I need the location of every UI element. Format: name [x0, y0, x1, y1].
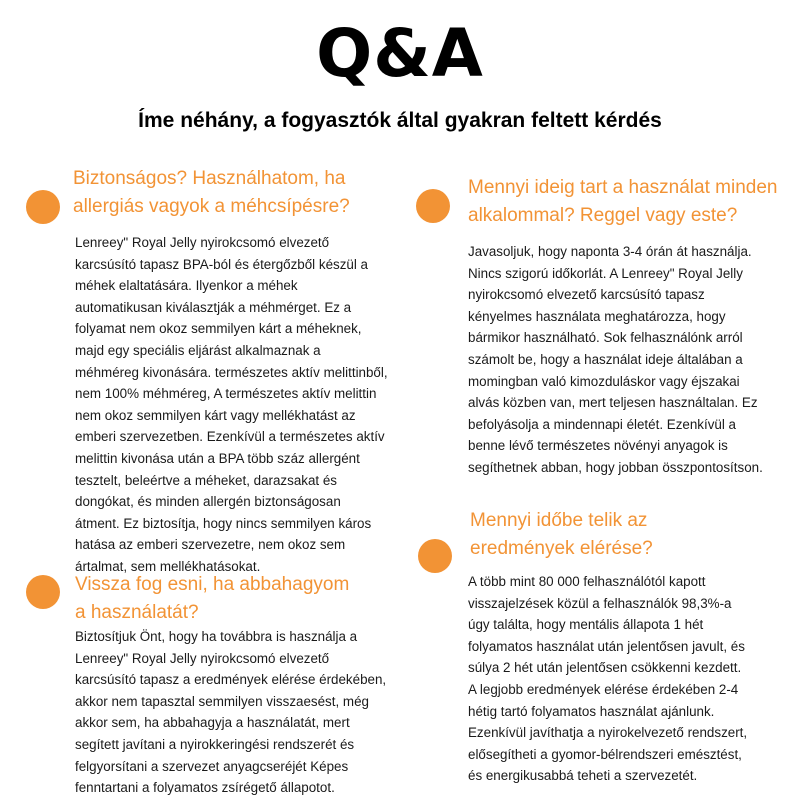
- answer-line: majd egy speciális eljárást alkalmaznak a: [75, 342, 321, 358]
- question-line: Vissza fog esni, ha abbahagyom: [75, 574, 350, 595]
- answer-line: karcsúsító tapasz a eredmények elérése érdekében,: [75, 672, 387, 688]
- bullet-dot-icon: [26, 575, 60, 609]
- question-line: Mennyi időbe telik az: [470, 510, 648, 531]
- answer-line: Ezenkívül javíthatja a nyirokelvezető rendszert,: [468, 725, 748, 741]
- answer-line: hétig tartó folyamatos használat ajánlunk.: [468, 703, 715, 719]
- page-title: Q&A: [316, 15, 484, 92]
- answer-line: segített javítani a nyirokkeringési rendszerét és: [75, 736, 355, 752]
- answer-line: ártalmat, sem mellékhatásokat.: [75, 558, 261, 574]
- answer-line: benne lévő természetes növényi anyagok is: [468, 438, 728, 454]
- answer-line: folyamatos használat után jelentősen javult, és: [468, 638, 745, 654]
- answer-line: automatikusan kiválasztják a méhmérget. Ez a: [75, 299, 352, 315]
- answer-line: nem 100% méhméreg, A természetes aktív melittin: [75, 386, 377, 402]
- answer-line: úgy találta, hogy mentális állapota 1 hét: [468, 617, 704, 633]
- answer-line: alvás közben van, mert teljesen használtalan. Ez: [468, 395, 758, 411]
- answer-line: befolyásolja a mindennapi életét. Ezenkívül a: [468, 416, 736, 432]
- answer-line: méhméreg kivonására. természetes aktív melittinből,: [75, 364, 388, 380]
- question-heading: [468, 174, 777, 230]
- answer-text: [468, 241, 763, 479]
- answer-text: [468, 571, 747, 787]
- question-line: a használatát?: [75, 602, 199, 623]
- bullet-dot-icon: [416, 189, 450, 223]
- answer-line: fenntartani a folyamatos zsírégető állapotot.: [75, 780, 335, 796]
- answer-line: Javasoljuk, hogy naponta 3-4 órán át használja.: [468, 244, 752, 259]
- answer-line: méhek elaltatására. Ilyenkor a méhek: [75, 278, 298, 294]
- question-line: alkalommal? Reggel vagy este?: [468, 205, 738, 226]
- answer-text: [75, 626, 386, 799]
- answer-line: akkor nem tapasztal semmilyen visszaesést, még: [75, 693, 369, 709]
- answer-line: Lenreey" Royal Jelly nyirokcsomó elvezető: [75, 235, 330, 250]
- answer-line: A legjobb eredmények elérése érdekében 2-4: [468, 681, 739, 697]
- answer-line: dongókat, és minden allergén biztonságosan: [75, 494, 341, 510]
- page-subtitle: Íme néhány, a fogyasztók által gyakran feltett kérdés: [138, 109, 662, 132]
- answer-line: visszajelzések közül a felhasználók 98,3%-a: [468, 595, 732, 611]
- answer-line: segíthetnek abban, hogy jobban összpontosítson.: [468, 459, 763, 475]
- question-heading: [75, 571, 349, 627]
- question-heading: [73, 165, 350, 221]
- answer-line: felgyorsítani a szervezet anyagcseréjét Képes: [75, 758, 349, 774]
- answer-line: súlya 2 hét után jelentősen csökkenni kezdett.: [468, 660, 742, 676]
- question-line: Mennyi ideig tart a használat minden: [468, 177, 778, 198]
- answer-line: és energikusabbá teheti a szervezetét.: [468, 768, 698, 784]
- answer-line: nyirokcsomó elvezető karcsúsító tapasz: [468, 287, 705, 303]
- answer-line: bármikor használható. Sok felhasználónk arról: [468, 330, 743, 346]
- answer-line: Biztosítjuk Önt, hogy ha továbbra is használja a: [75, 629, 358, 644]
- question-line: Biztonságos? Használhatom, ha: [73, 168, 346, 189]
- question-heading: [470, 507, 653, 563]
- answer-line: elősegítheti a gyomor-bélrendszeri emésztést,: [468, 746, 742, 762]
- answer-line: átment. Ez biztosítja, hogy nincs semmilyen káros: [75, 515, 372, 531]
- answer-line: számolt be, hogy a használat ideje általában a: [468, 351, 743, 367]
- answer-line: hatása az emberi szervezetre, nem okoz sem: [75, 537, 346, 553]
- answer-line: folyamat nem okoz semmilyen kárt a méheknek,: [75, 321, 362, 337]
- bullet-dot-icon: [26, 190, 60, 224]
- answer-line: karcsúsító tapasz BPA-ból és étergőzből készül a: [75, 256, 369, 272]
- answer-line: Nincs szigorú időkorlát. A Lenreey" Royal Jelly: [468, 265, 743, 281]
- answer-line: emberi szervezetben. Ezenkívül a természetes aktív: [75, 429, 385, 445]
- answer-line: kényelmes használata meghatározza, hogy: [468, 308, 726, 324]
- question-line: allergiás vagyok a méhcsípésre?: [73, 196, 350, 217]
- answer-text: [75, 232, 388, 578]
- answer-line: akkor sem, ha abbahagyja a használatát, mert: [75, 715, 350, 731]
- answer-line: melittin kivonása után a BPA több száz allergént: [75, 450, 360, 466]
- answer-line: momingban való kimozduláskor vagy éjszakai: [468, 373, 740, 389]
- answer-line: A több mint 80 000 felhasználótól kapott: [468, 574, 706, 589]
- answer-line: tesztelt, beleértve a méheket, darazsakat és: [75, 472, 338, 488]
- bullet-dot-icon: [418, 539, 452, 573]
- question-line: eredmények elérése?: [470, 538, 653, 559]
- answer-line: Lenreey" Royal Jelly nyirokcsomó elvezető: [75, 650, 330, 666]
- answer-line: nem okoz semmilyen kárt vagy mellékhatást az: [75, 407, 356, 423]
